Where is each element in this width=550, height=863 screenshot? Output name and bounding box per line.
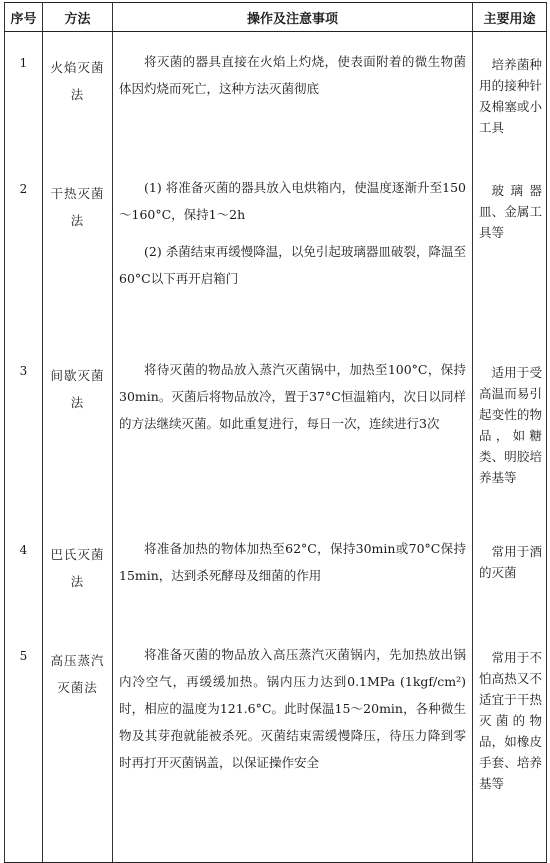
method-name: 巴氏灭菌法 (43, 519, 113, 625)
method-name: 间歇灭菌法 (43, 340, 113, 519)
header-operation: 操作及注意事项 (113, 3, 473, 32)
operation-text: 将准备灭菌的物品放入高压蒸汽灭菌锅内，先加热放出锅内冷空气，再缓缓加热。锅内压力达到0.1MPa (1kgf/cm²) 时，相应的温度为121.6°C。此时保温15～20min，各种微生物及其芽孢就能被杀死。灭菌结束需缓慢降压，待压力降到零时再打开灭菌锅盖，以保证操作安全 (119, 647, 466, 770)
table-row (5, 158, 547, 340)
operation-text: 将待灭菌的物品放入蒸汽灭菌锅中，加热至100°C，保持30min。灭菌后将物品放冷，置于37°C恒温箱内，次日以同样的方法继续灭菌。如此重复进行，每日一次，连续进行3次 (119, 362, 466, 431)
method-name: 高压蒸汽灭菌法 (43, 625, 113, 863)
table-row (5, 625, 547, 863)
operation-cell (113, 519, 473, 625)
row-number: 4 (5, 519, 43, 625)
operation-cell (113, 158, 473, 340)
use-cell (473, 32, 547, 159)
use-cell (473, 158, 547, 340)
header-method: 方法 (43, 3, 113, 32)
use-text: 培养菌种用的接种针及棉塞或小工具 (479, 57, 542, 135)
use-text: 适用于受高温而易引起变性的物品，如糖类、明胶培养基等 (479, 365, 542, 485)
use-text: 常用于不怕高热又不适宜于干热灭菌的物品，如橡皮手套、培养基等 (479, 650, 542, 791)
use-cell (473, 625, 547, 863)
table-row (5, 519, 547, 625)
row-number: 5 (5, 625, 43, 863)
operation-step-1: (1) 将准备灭菌的器具放入电烘箱内，使温度逐渐升至150～160°C，保持1～2h (119, 180, 466, 222)
row-number: 3 (5, 340, 43, 519)
method-name: 干热灭菌法 (43, 158, 113, 340)
row-number: 2 (5, 158, 43, 340)
header-number: 序号 (5, 3, 43, 32)
use-cell (473, 340, 547, 519)
operation-text: 将灭菌的器具直接在火焰上灼烧，使表面附着的微生物菌体因灼烧而死亡，这种方法灭菌彻底 (119, 54, 466, 96)
use-cell (473, 519, 547, 625)
table-row (5, 340, 547, 519)
operation-text: 将准备加热的物体加热至62°C，保持30min或70°C保持15min，达到杀死酵母及细菌的作用 (119, 541, 466, 583)
use-text: 玻璃器皿、金属工具等 (479, 183, 542, 240)
row-number: 1 (5, 32, 43, 159)
method-name: 火焰灭菌法 (43, 32, 113, 159)
sterilization-methods-table (4, 2, 547, 863)
operation-cell (113, 340, 473, 519)
table-row (5, 32, 547, 159)
table-header-row (5, 3, 547, 32)
operation-cell (113, 32, 473, 159)
use-text: 常用于酒的灭菌 (479, 544, 542, 580)
operation-cell (113, 625, 473, 863)
header-use: 主要用途 (473, 3, 547, 32)
operation-step-2: (2) 杀菌结束再缓慢降温，以免引起玻璃器皿破裂，降温至60°C以下再开启箱门 (119, 244, 466, 286)
